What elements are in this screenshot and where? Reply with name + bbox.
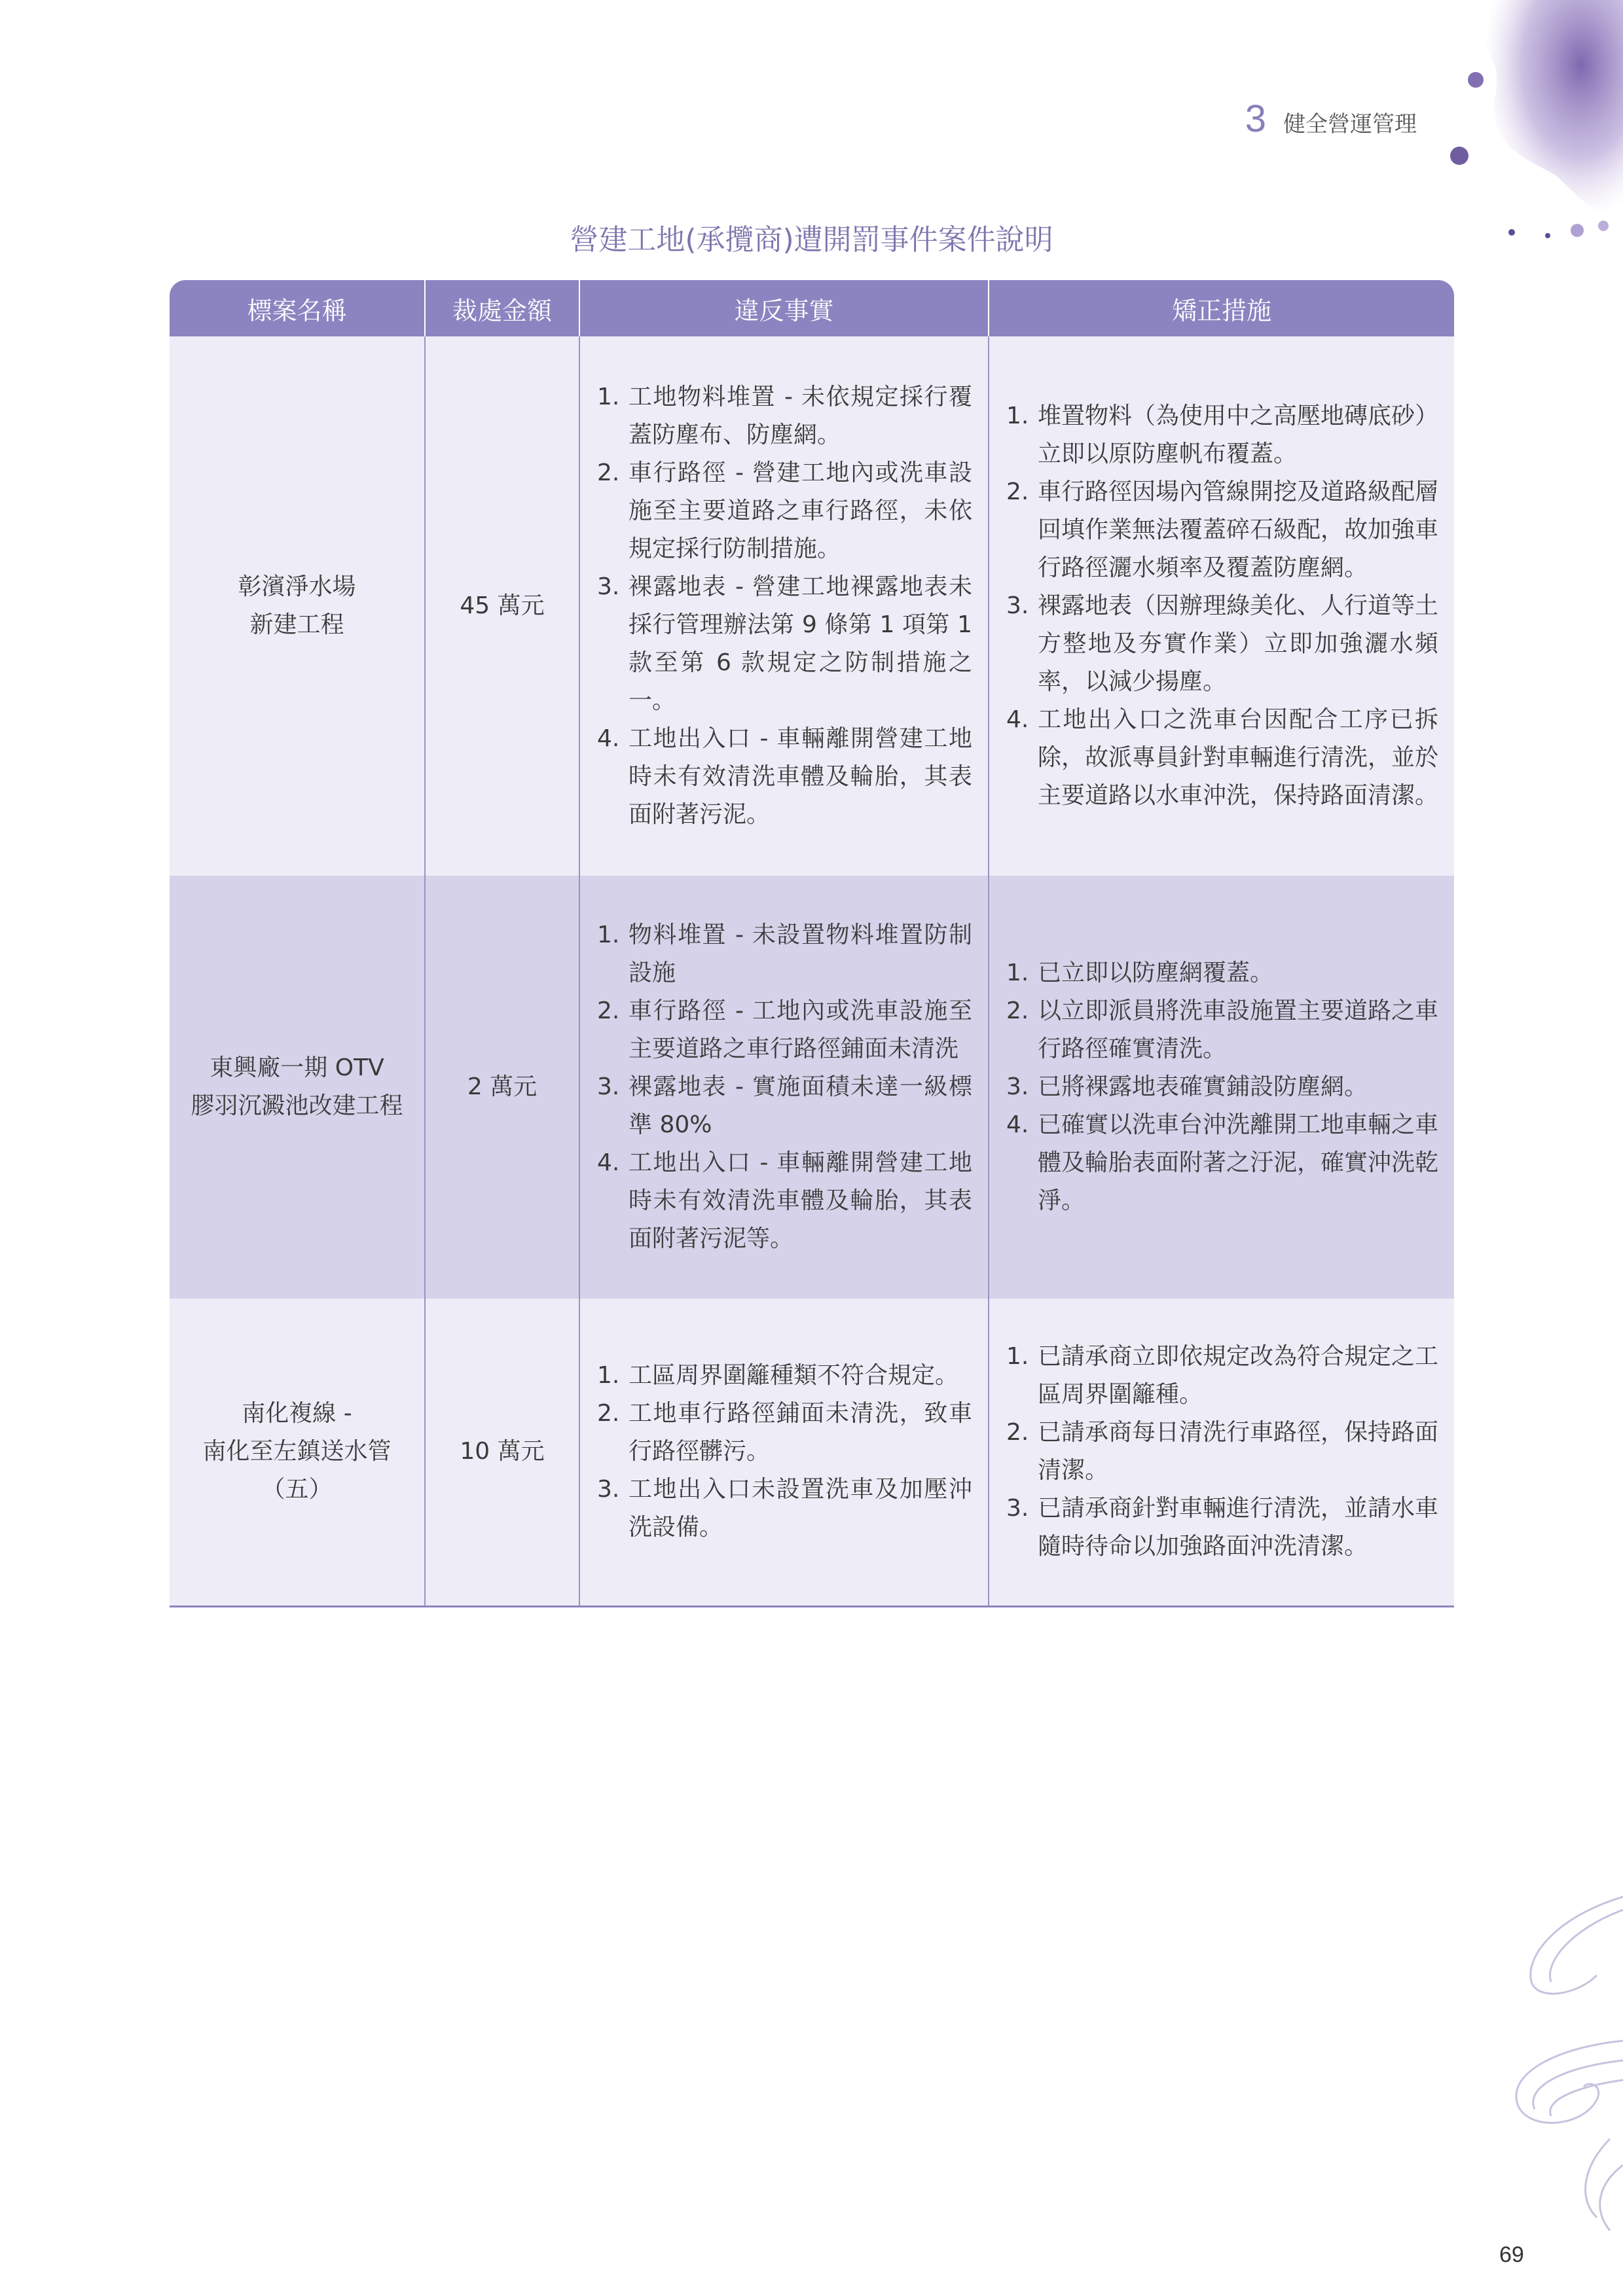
chapter-header <box>1245 97 1417 141</box>
table-header-row <box>170 280 1454 336</box>
table-title: 營建工地(承攬商)遭開罰事件案件說明 <box>570 223 1053 257</box>
list-item: 2. 車行路徑 - 營建工地內或洗車設施至主要道路之車行路徑，未依規定採行防制措施。 <box>597 459 972 562</box>
list-item: 2. 車行路徑因場內管線開挖及道路級配層回填作業無法覆蓋碎石級配，故加強車行路徑灑水頻率及覆蓋防塵網。 <box>1006 478 1439 581</box>
corrections-list <box>989 397 1454 815</box>
penalty-amount: 2 萬元 <box>425 876 579 1299</box>
project-name-line: 東興廠一期 OTV <box>210 1054 384 1081</box>
list-item: 1. 物料堆置 - 未設置物料堆置防制設施 <box>597 922 972 986</box>
violations-list <box>580 916 988 1258</box>
list-item: 4. 工地出入口 - 車輛離開營建工地時未有效清洗車體及輪胎，其表面附著污泥。 <box>597 725 972 828</box>
column-header-violations: 違反事實 <box>579 280 989 336</box>
list-item: 1. 堆置物料（為使用中之高壓地磚底砂）立即以原防塵帆布覆蓋。 <box>1006 403 1439 467</box>
list-item: 1. 已立即以防塵網覆蓋。 <box>1006 960 1274 986</box>
violations-list <box>580 1357 988 1547</box>
chapter-number: 3 <box>1245 98 1266 140</box>
column-header-corrections: 矯正措施 <box>989 280 1454 336</box>
list-item: 4. 工地出入口之洗車台因配合工序已拆除，故派專員針對車輛進行清洗，並於主要道路以水車沖洗，保持路面清潔。 <box>1006 706 1439 809</box>
corrections-cell <box>989 336 1454 876</box>
swirl-line-decoration <box>1427 1890 1623 2257</box>
table-row <box>170 336 1454 876</box>
violations-cell <box>579 876 989 1299</box>
list-item: 3. 已將裸露地表確實鋪設防塵網。 <box>1006 1073 1368 1100</box>
project-name-line: 新建工程 <box>249 611 344 638</box>
list-item: 3. 已請承商針對車輛進行清洗，並請水車隨時待命以加強路面沖洗清潔。 <box>1006 1495 1439 1560</box>
penalty-table-container <box>170 280 1454 1607</box>
list-item: 3. 裸露地表 - 營建工地裸露地表未採行管理辦法第 9 條第 1 項第 1 款至第 6 款規定之防制措施之一。 <box>597 573 972 714</box>
project-name-line: 南化至左鎮送水管 <box>202 1438 392 1465</box>
project-name-line: （五） <box>261 1476 333 1503</box>
violations-cell <box>579 336 989 876</box>
list-item: 1. 已請承商立即依規定改為符合規定之工區周界圍籬種。 <box>1006 1343 1439 1408</box>
column-header-amount: 裁處金額 <box>425 280 579 336</box>
list-item: 1. 工區周界圍籬種類不符合規定。 <box>597 1362 959 1390</box>
corrections-list <box>989 954 1454 1220</box>
violations-cell <box>579 1299 989 1606</box>
project-name-cell <box>170 876 425 1299</box>
list-item: 3. 裸露地表 - 實施面積未達一級標準 80% <box>597 1073 972 1138</box>
project-name-line: 膠羽沉澱池改建工程 <box>191 1092 403 1119</box>
penalty-amount: 45 萬元 <box>425 336 579 876</box>
project-name-line: 南化複線 - <box>242 1400 352 1427</box>
project-name-cell <box>170 336 425 876</box>
table-row <box>170 1299 1454 1606</box>
list-item: 2. 工地車行路徑鋪面未清洗，致車行路徑髒污。 <box>597 1400 972 1465</box>
penalty-table <box>170 280 1454 1607</box>
violations-list <box>580 378 988 834</box>
penalty-amount: 10 萬元 <box>425 1299 579 1606</box>
list-item: 2. 車行路徑 - 工地內或洗車設施至主要道路之車行路徑鋪面未清洗 <box>597 997 972 1062</box>
corrections-cell <box>989 876 1454 1299</box>
list-item: 2. 以立即派員將洗車設施置主要道路之車行路徑確實清洗。 <box>1006 997 1439 1062</box>
list-item: 2. 已請承商每日清洗行車路徑，保持路面清潔。 <box>1006 1419 1439 1484</box>
chapter-title: 健全營運管理 <box>1283 111 1417 137</box>
list-item: 3. 裸露地表（因辦理綠美化、人行道等土方整地及夯實作業）立即加強灑水頻率，以減少揚塵。 <box>1006 592 1439 695</box>
table-row <box>170 876 1454 1299</box>
corrections-list <box>989 1338 1454 1566</box>
list-item: 1. 工地物料堆置 - 未依規定採行覆蓋防塵布、防塵網。 <box>597 384 972 448</box>
project-name-line: 彰濱淨水場 <box>238 573 356 600</box>
column-header-project: 標案名稱 <box>170 280 425 336</box>
corrections-cell <box>989 1299 1454 1606</box>
list-item: 4. 工地出入口 - 車輛離開營建工地時未有效清洗車體及輪胎，其表面附著污泥等。 <box>597 1149 972 1252</box>
page-number: 69 <box>1499 2242 1524 2267</box>
project-name-cell <box>170 1299 425 1606</box>
list-item: 3. 工地出入口未設置洗車及加壓沖洗設備。 <box>597 1476 972 1541</box>
list-item: 4. 已確實以洗車台沖洗離開工地車輛之車體及輪胎表面附著之汙泥，確實沖洗乾淨。 <box>1006 1111 1439 1214</box>
